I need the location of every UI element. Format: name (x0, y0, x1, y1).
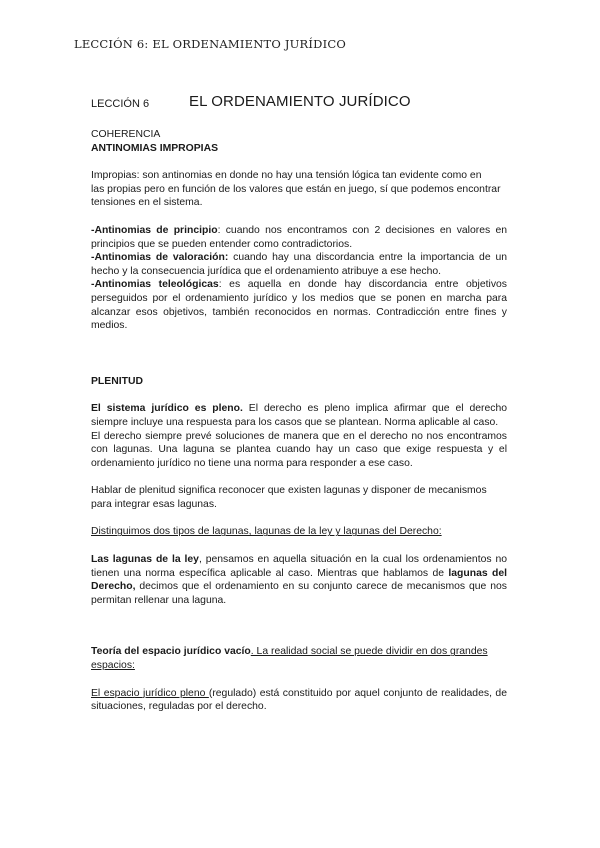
text-valoracion: cuando hay una discordancia entre la importancia de un hecho y la consecuencia jurídica que el ordenamiento atribuye a ese hecho. (91, 252, 508, 277)
teoria-underlined: . La realidad social se puede dividir en dos grandes espacios: (91, 646, 488, 672)
plenitud-p3-line-1: Hablar de plenitud significa reconocer que existen lagunas y disponer de mecanismos (91, 485, 487, 497)
teoria-bold: Teoría del espacio jurídico vacío (91, 646, 251, 658)
plenitud-p1-bold: El sistema jurídico es pleno. (91, 403, 243, 415)
text-teleologicas: : es aquella en donde hay discordancia entre objetivos perseguidos por el ordenamiento jurídico y los medios que se ponen en marcha para alcanzar esos objetivos, también reconocidos en normas. Contradicción entre fines y medios. (91, 279, 507, 332)
title-row (91, 95, 507, 117)
antinomias-teleologicas (91, 278, 507, 332)
plenitud-paragraph-2: El derecho siempre prevé soluciones de manera que en el derecho no nos encontramos con lagunas. Una laguna se plantea cuando hay un caso que exige respuesta y el ordenamiento jurídico no tiene una norma para responder a ese caso. (91, 430, 507, 469)
antinomias-valoracion (91, 251, 507, 278)
heading-plenitud (91, 375, 507, 389)
heading-plenitud-text: PLENITUD (91, 375, 143, 387)
running-header: LECCIÓN 6: EL ORDENAMIENTO JURÍDICO (74, 37, 346, 51)
intro-line-1: Impropias: son antinomias en donde no hay una tensión lógica tan evidente como en (91, 170, 482, 182)
subheading-text: ANTINOMIAS IMPROPIAS (91, 142, 219, 154)
lagunas-derecho-bold: lagunas del Derecho, (91, 567, 507, 593)
term-principio: -Antinomias de principio (91, 224, 218, 236)
teoria-heading (91, 645, 507, 672)
plenitud-p1-text: El derecho es pleno implica afirmar que el derecho siempre incluye una respuesta para los casos que se plantean. Norma aplicable al caso. (91, 403, 507, 428)
term-teleologicas: -Antinomias teleológicas (91, 279, 219, 291)
antinomias-principio (91, 224, 507, 251)
lagunas-text-2: decimos que el ordenamiento en su conjunto carece de mecanismos que nos permitan rellenar una laguna. (91, 581, 507, 606)
document-body (91, 95, 507, 714)
section-label-coherencia: COHERENCIA (91, 129, 161, 140)
tipos-lagunas: Distinguimos dos tipos de lagunas, lagunas de la ley y lagunas del Derecho: (91, 526, 442, 538)
espacio-pleno-text: (regulado) está constituido por aquel conjunto de realidades, de situaciones, reguladas por el derecho. (91, 687, 507, 713)
subheading-antinomias (91, 142, 507, 156)
term-valoracion: -Antinomias de valoración: (91, 252, 229, 264)
intro-line-2: las propias pero en función de los valores que están en juego, sí que podemos encontrar tensiones en el sistema. (91, 183, 501, 209)
lagunas-paragraph (91, 553, 507, 607)
lesson-number: LECCIÓN 6 (91, 98, 150, 110)
espacio-pleno-underlined: El espacio jurídico pleno (91, 687, 209, 699)
lesson-title: EL ORDENAMIENTO JURÍDICO (189, 93, 411, 110)
lagunas-text-1: , pensamos en aquella situación en la cual los ordenamientos no tienen una norma específica aplicable al caso. Mientras que hablamos de (91, 554, 507, 579)
text-principio: : cuando nos encontramos con 2 decisiones en valores en principios que se pueden entender como contradictorios. (91, 224, 508, 250)
plenitud-paragraph-1 (91, 402, 507, 429)
plenitud-p3-line-2: para integrar esas lagunas. (91, 498, 217, 510)
espacio-pleno-paragraph (91, 687, 507, 714)
lagunas-ley-bold: Las lagunas de la ley (91, 554, 199, 566)
